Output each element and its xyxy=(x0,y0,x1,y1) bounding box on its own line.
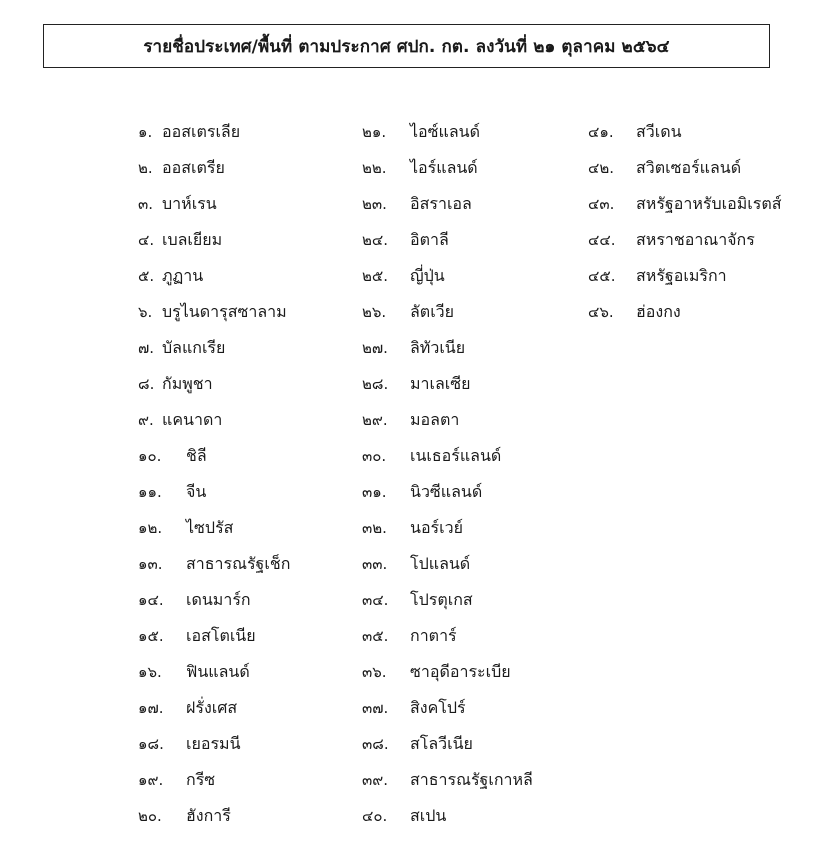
country-name: กัมพูชา xyxy=(162,374,213,393)
country-name: กรีซ xyxy=(186,770,216,789)
list-item xyxy=(362,726,533,762)
item-number: ๔. xyxy=(138,231,155,249)
list-item xyxy=(138,510,290,546)
list-item xyxy=(362,474,533,510)
item-number: ๓๘. xyxy=(362,735,389,753)
country-name: นิวซีแลนด์ xyxy=(410,482,483,501)
item-number: ๑๖. xyxy=(138,663,162,681)
list-item xyxy=(588,258,781,294)
country-name: ญี่ปุ่น xyxy=(410,266,445,285)
country-name: สหรัฐอาหรับเอมิเรตส์ xyxy=(636,194,782,213)
country-name: ไอซ์แลนด์ xyxy=(410,122,480,141)
list-item xyxy=(362,186,533,222)
country-name: ฮังการี xyxy=(186,806,231,825)
list-item xyxy=(362,114,533,150)
list-item xyxy=(362,402,533,438)
country-name: มาเลเซีย xyxy=(410,374,471,393)
country-name: จีน xyxy=(186,482,207,501)
list-item xyxy=(138,618,290,654)
country-name: มอลตา xyxy=(410,410,460,429)
list-item xyxy=(362,258,533,294)
list-item xyxy=(362,690,533,726)
list-item xyxy=(362,546,533,582)
country-name: เบลเยียม xyxy=(162,230,223,249)
list-item xyxy=(138,294,290,330)
country-name: ไซปรัส xyxy=(186,518,234,537)
list-item xyxy=(138,726,290,762)
country-name: ลัตเวีย xyxy=(410,302,455,321)
country-name: ภูฏาน xyxy=(162,266,204,285)
item-number: ๔๑. xyxy=(588,123,614,141)
country-name: สวีเดน xyxy=(636,122,682,141)
country-name: สโลวีเนีย xyxy=(410,734,473,753)
item-number: ๗. xyxy=(138,339,155,357)
list-item xyxy=(588,294,781,330)
item-number: ๓๙. xyxy=(362,771,389,789)
item-number: ๑๓. xyxy=(138,555,163,573)
country-name: ฟินแลนด์ xyxy=(186,662,250,681)
list-item xyxy=(362,330,533,366)
list-item xyxy=(138,474,290,510)
country-name: สาธารณรัฐเกาหลี xyxy=(410,770,533,789)
country-name: บรูไนดารุสซาลาม xyxy=(162,302,287,321)
item-number: ๒๒. xyxy=(362,159,387,177)
list-item xyxy=(362,366,533,402)
item-number: ๓๓. xyxy=(362,555,388,573)
list-item xyxy=(588,150,781,186)
country-name: โปแลนด์ xyxy=(410,554,471,573)
list-item xyxy=(362,762,533,798)
country-name: สิงคโปร์ xyxy=(410,698,466,717)
country-name: เนเธอร์แลนด์ xyxy=(410,446,502,465)
country-name: ฝรั่งเศส xyxy=(186,698,238,717)
item-number: ๒๓. xyxy=(362,195,387,213)
country-name: นอร์เวย์ xyxy=(410,518,463,537)
list-item xyxy=(588,186,781,222)
country-name: บัลแกเรีย xyxy=(162,338,226,357)
country-name: อิสราเอล xyxy=(410,194,472,213)
item-number: ๘. xyxy=(138,375,155,393)
item-number: ๔๖. xyxy=(588,303,614,321)
list-item xyxy=(138,258,290,294)
item-number: ๔๐. xyxy=(362,807,388,825)
item-number: ๓๔. xyxy=(362,591,389,609)
title-box xyxy=(43,24,770,68)
item-number: ๒๔. xyxy=(362,231,389,249)
country-name: เดนมาร์ก xyxy=(186,590,251,609)
item-number: ๒๖. xyxy=(362,303,387,321)
item-number: ๔๓. xyxy=(588,195,615,213)
country-name: สหราชอาณาจักร xyxy=(636,230,755,249)
item-number: ๔๒. xyxy=(588,159,615,177)
list-item xyxy=(138,546,290,582)
country-name: กาตาร์ xyxy=(410,626,457,645)
item-number: ๒๐. xyxy=(138,807,162,825)
list-item xyxy=(362,582,533,618)
country-name: ออสเตรเลีย xyxy=(162,122,241,141)
item-number: ๔๔. xyxy=(588,231,616,249)
item-number: ๑๔. xyxy=(138,591,164,609)
list-item xyxy=(362,510,533,546)
list-item xyxy=(138,150,290,186)
country-name: เยอรมนี xyxy=(186,734,241,753)
country-list-column-2 xyxy=(362,114,533,834)
country-name: ออสเตรีย xyxy=(162,158,225,177)
item-number: ๔๕. xyxy=(588,267,616,285)
list-item xyxy=(362,798,533,834)
item-number: ๒๘. xyxy=(362,375,389,393)
list-item xyxy=(138,762,290,798)
item-number: ๑๕. xyxy=(138,627,164,645)
list-item xyxy=(362,150,533,186)
country-name: อิตาลี xyxy=(410,230,449,249)
item-number: ๑๒. xyxy=(138,519,163,537)
country-name: แคนาดา xyxy=(162,410,223,429)
item-number: ๓๕. xyxy=(362,627,389,645)
country-name: ชิลี xyxy=(186,446,207,465)
item-number: ๒. xyxy=(138,159,153,177)
item-number: ๑๗. xyxy=(138,699,164,717)
country-name: เอสโตเนีย xyxy=(186,626,256,645)
item-number: ๒๑. xyxy=(362,123,387,141)
item-number: ๒๙. xyxy=(362,411,388,429)
country-name: สาธารณรัฐเช็ก xyxy=(186,554,291,573)
list-item xyxy=(362,294,533,330)
list-item xyxy=(362,438,533,474)
country-name: ไอร์แลนด์ xyxy=(410,158,478,177)
item-number: ๓. xyxy=(138,195,154,213)
country-name: สวิตเซอร์แลนด์ xyxy=(636,158,742,177)
country-name: โปรตุเกส xyxy=(410,590,473,609)
country-name: ฮ่องกง xyxy=(636,302,681,321)
item-number: ๑๑. xyxy=(138,483,162,501)
list-item xyxy=(138,438,290,474)
list-item xyxy=(138,798,290,834)
list-item xyxy=(138,330,290,366)
country-name: บาห์เรน xyxy=(162,194,217,213)
item-number: ๓๑. xyxy=(362,483,387,501)
item-number: ๓๗. xyxy=(362,699,389,717)
country-name: สหรัฐอเมริกา xyxy=(636,266,727,285)
item-number: ๒๕. xyxy=(362,267,389,285)
list-item xyxy=(138,186,290,222)
document-title: รายชื่อประเทศ/พื้นที่ ตามประกาศ ศปก. กต. ลงวันที่ ๒๑ ตุลาคม ๒๕๖๔ xyxy=(143,36,670,57)
list-item xyxy=(362,654,533,690)
list-item xyxy=(138,222,290,258)
list-item xyxy=(588,114,781,150)
country-name: สเปน xyxy=(410,806,447,825)
item-number: ๓๐. xyxy=(362,447,387,465)
country-list-column-3 xyxy=(588,114,781,330)
item-number: ๑๐. xyxy=(138,447,162,465)
list-item xyxy=(138,582,290,618)
list-item xyxy=(138,402,290,438)
item-number: ๕. xyxy=(138,267,155,285)
list-item xyxy=(138,114,290,150)
list-item xyxy=(138,366,290,402)
item-number: ๖. xyxy=(138,303,153,321)
list-item xyxy=(138,690,290,726)
item-number: ๒๗. xyxy=(362,339,388,357)
item-number: ๓๖. xyxy=(362,663,387,681)
item-number: ๑๘. xyxy=(138,735,164,753)
list-item xyxy=(362,222,533,258)
item-number: ๙. xyxy=(138,411,154,429)
country-name: ลิทัวเนีย xyxy=(410,338,466,357)
list-item xyxy=(588,222,781,258)
item-number: ๑. xyxy=(138,123,153,141)
list-item xyxy=(362,618,533,654)
item-number: ๑๙. xyxy=(138,771,164,789)
country-name: ซาอุดีอาระเบีย xyxy=(410,662,511,681)
country-list-column-1 xyxy=(138,114,290,834)
list-item xyxy=(138,654,290,690)
item-number: ๓๒. xyxy=(362,519,387,537)
